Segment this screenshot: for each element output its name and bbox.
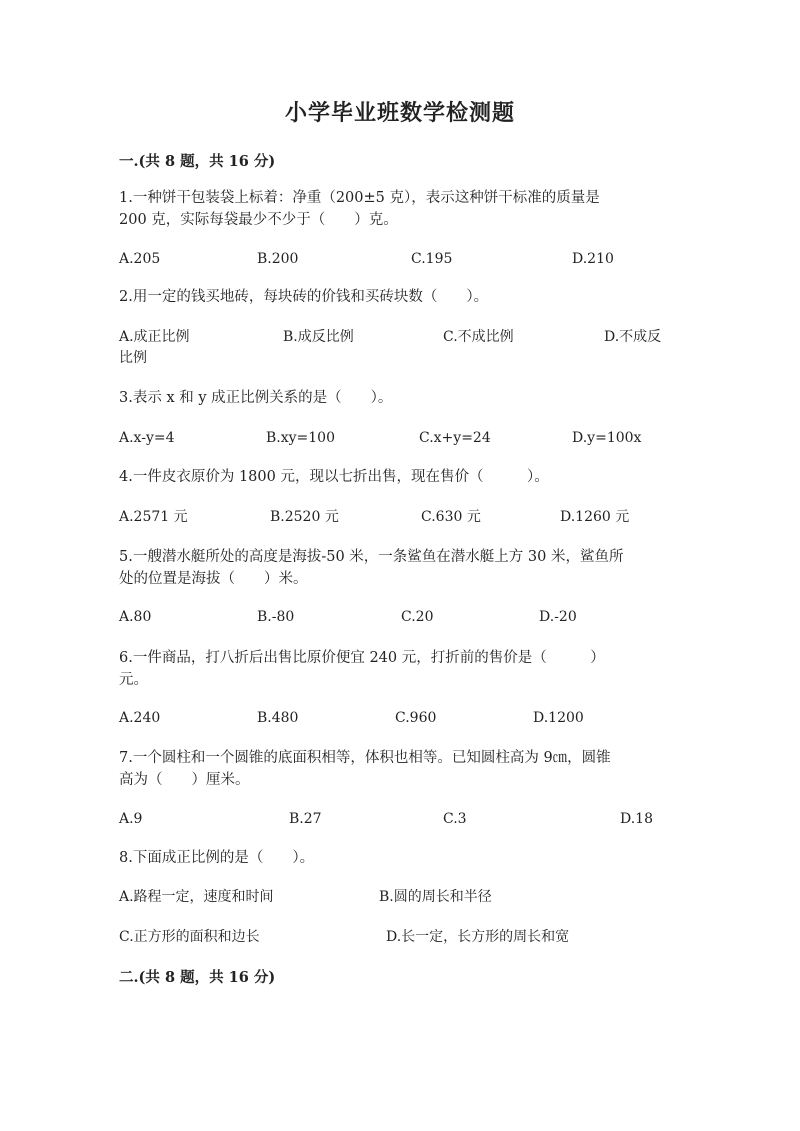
question-8-option-a: A.路程一定，速度和时间: [119, 889, 274, 905]
question-2-option-c: C.不成比例: [443, 329, 514, 345]
page-title: 小学毕业班数学检测题: [284, 100, 515, 126]
question-7-line-2: 高为（ ）厘米。: [119, 772, 250, 788]
question-1-line-1: 1.一种饼干包装袋上标着：净重（200±5 克），表示这种饼干标准的质量是: [119, 190, 600, 206]
question-4-line-1: 4.一件皮衣原价为 1800 元，现以七折出售，现在售价（ ）。: [119, 469, 549, 485]
question-6-line-2: 元。: [119, 672, 148, 688]
question-5-option-c: C.20: [401, 609, 434, 625]
question-2-option-a: A.成正比例: [119, 329, 190, 345]
section-header-1: 一.(共 8 题，共 16 分): [119, 153, 276, 170]
question-3-option-c: C.x+y=24: [419, 430, 491, 446]
question-5-option-d: D.-20: [539, 609, 577, 625]
question-6-option-d: D.1200: [533, 710, 584, 726]
question-3-line-1: 3.表示 x 和 y 成正比例关系的是（ ）。: [119, 390, 393, 406]
question-5-option-b: B.-80: [257, 609, 295, 625]
question-6-option-a: A.240: [119, 710, 161, 726]
question-3-option-b: B.xy=100: [266, 430, 335, 446]
question-2-option-d-wrap: 比例: [119, 350, 147, 366]
question-4-option-a: A.2571 元: [119, 509, 188, 525]
question-6-line-1: 6.一件商品，打八折后出售比原价便宜 240 元，打折前的售价是（ ）: [119, 650, 605, 666]
question-1-option-c: C.195: [411, 251, 453, 267]
question-7-line-1: 7.一个圆柱和一个圆锥的底面积相等，体积也相等。已知圆柱高为 9㎝，圆锥: [119, 750, 611, 766]
question-3-option-a: A.x-y=4: [119, 430, 175, 446]
question-1-line-2: 200 克，实际每袋最少不少于（ ）克。: [119, 212, 398, 228]
question-3-option-d: D.y=100x: [572, 430, 642, 446]
question-7-option-a: A.9: [119, 811, 143, 827]
question-8-option-b: B.圆的周长和半径: [379, 889, 492, 905]
question-1-option-b: B.200: [257, 251, 299, 267]
question-7-option-c: C.3: [443, 811, 467, 827]
question-8-option-d: D.长一定，长方形的周长和宽: [386, 929, 570, 945]
question-4-option-d: D.1260 元: [560, 509, 630, 525]
question-4-option-c: C.630 元: [421, 509, 481, 525]
question-8-line-1: 8.下面成正比例的是（ ）。: [119, 850, 315, 866]
question-2-line-1: 2.用一定的钱买地砖，每块砖的价钱和买砖块数（ ）。: [119, 289, 489, 305]
question-6-option-c: C.960: [395, 710, 437, 726]
question-7-option-b: B.27: [289, 811, 322, 827]
question-1-option-d: D.210: [572, 251, 614, 267]
question-4-option-b: B.2520 元: [270, 509, 339, 525]
question-1-option-a: A.205: [119, 251, 161, 267]
question-5-line-1: 5.一艘潜水艇所处的高度是海拔-50 米，一条鲨鱼在潜水艇上方 30 米，鲨鱼所: [119, 549, 624, 565]
section-header-2: 二.(共 8 题，共 16 分): [119, 969, 276, 986]
question-5-option-a: A.80: [119, 609, 152, 625]
question-5-line-2: 处的位置是海拔（ ）米。: [119, 571, 308, 587]
question-2-option-b: B.成反比例: [283, 329, 354, 345]
question-6-option-b: B.480: [257, 710, 299, 726]
question-7-option-d: D.18: [620, 811, 653, 827]
question-8-option-c: C.正方形的面积和边长: [119, 929, 260, 945]
question-2-option-d: D.不成反: [604, 329, 662, 345]
